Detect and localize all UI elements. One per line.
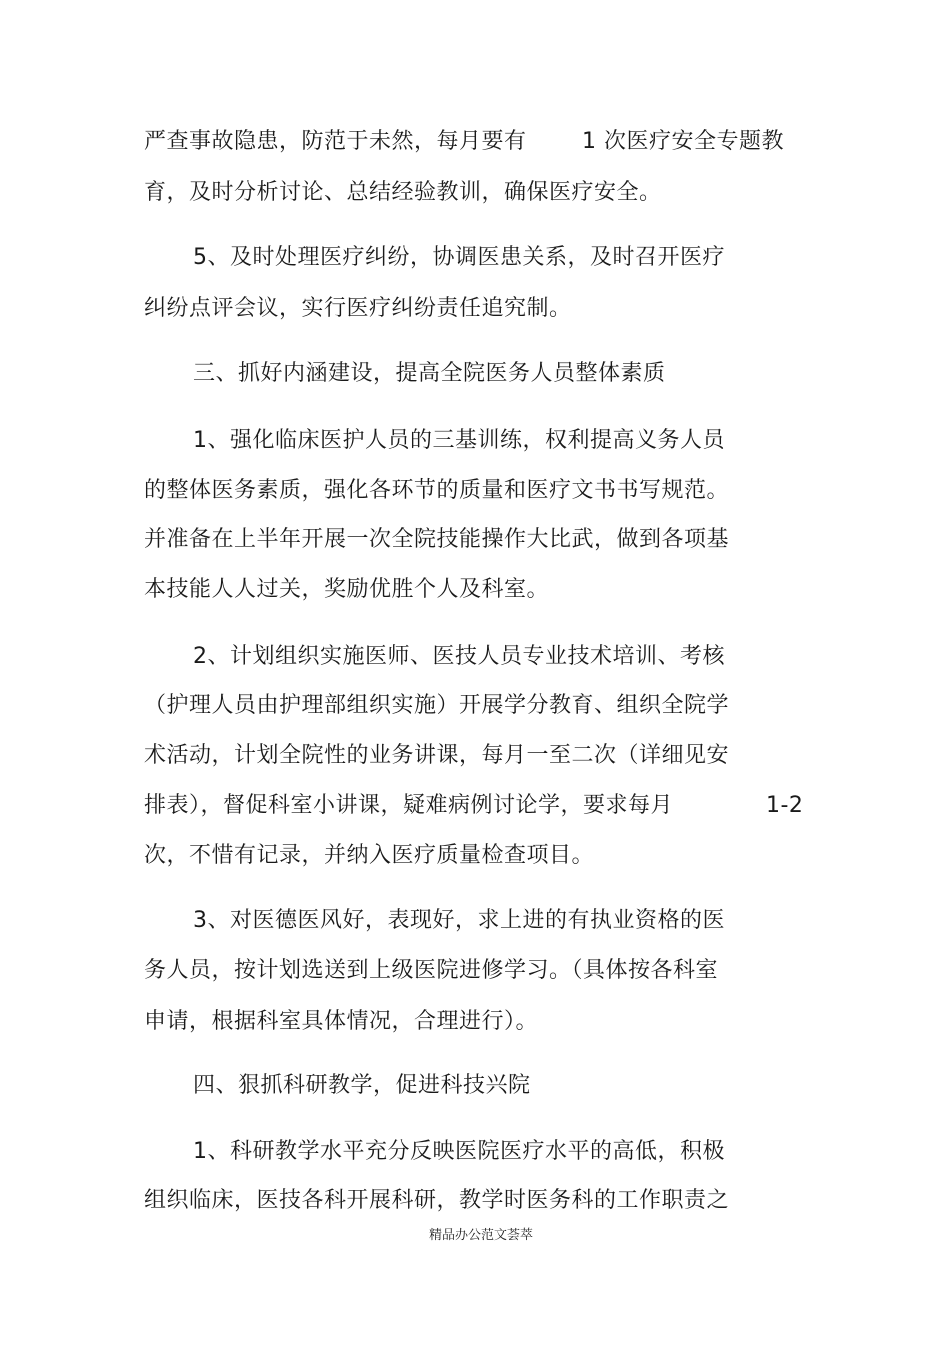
text-line: 申请，根据科室具体情况，合理进行）。 xyxy=(144,1009,539,1034)
text-line: 组织临床，医技各科开展科研，教学时医务科的工作职责之 xyxy=(144,1188,730,1213)
text-line: 的整体医务素质，强化各环节的质量和医疗文书书写规范。 xyxy=(144,478,730,503)
text-line: 严查事故隐患，防范于未然，每月要有 xyxy=(144,129,527,154)
text-line: （护理人员由护理部组织实施）开展学分教育、组织全院学 xyxy=(144,693,730,718)
text-line: 5、及时处理医疗纠纷，协调医患关系，及时召开医疗 xyxy=(193,245,725,270)
text-line: 1、科研教学水平充分反映医院医疗水平的高低，积极 xyxy=(193,1139,725,1164)
text-line: 纠纷点评会议，实行医疗纠纷责任追究制。 xyxy=(144,296,572,321)
text-line: 术活动，计划全院性的业务讲课，每月一至二次（详细见安 xyxy=(144,743,730,768)
text-line: 2、计划组织实施医师、医技人员专业技术培训、考核 xyxy=(193,644,725,669)
section-heading: 三、抓好内涵建设，提高全院医务人员整体素质 xyxy=(193,361,666,386)
text-line: 育，及时分析讨论、总结经验教训，确保医疗安全。 xyxy=(144,180,662,205)
text-line-tail: 1 次医疗安全专题教 xyxy=(582,129,784,154)
text-line: 次，不惜有记录，并纳入医疗质量检查项目。 xyxy=(144,843,595,868)
text-line: 务人员，按计划选送到上级医院进修学习。（具体按各科室 xyxy=(144,958,719,983)
text-line: 排表），督促科室小讲课，疑难病例讨论学，要求每月 xyxy=(144,793,674,818)
text-line: 本技能人人过关，奖励优胜个人及科室。 xyxy=(144,577,550,602)
text-line: 3、对医德医风好，表现好，求上进的有执业资格的医 xyxy=(193,908,725,933)
section-heading: 四、狠抓科研教学，促进科技兴院 xyxy=(193,1073,531,1098)
page-footer: 精品办公范文荟萃 xyxy=(428,1228,533,1243)
text-line-tail: 1-2 xyxy=(766,793,804,818)
text-line: 并准备在上半年开展一次全院技能操作大比武，做到各项基 xyxy=(144,527,730,552)
text-line: 1、强化临床医护人员的三基训练，权利提高义务人员 xyxy=(193,428,725,453)
